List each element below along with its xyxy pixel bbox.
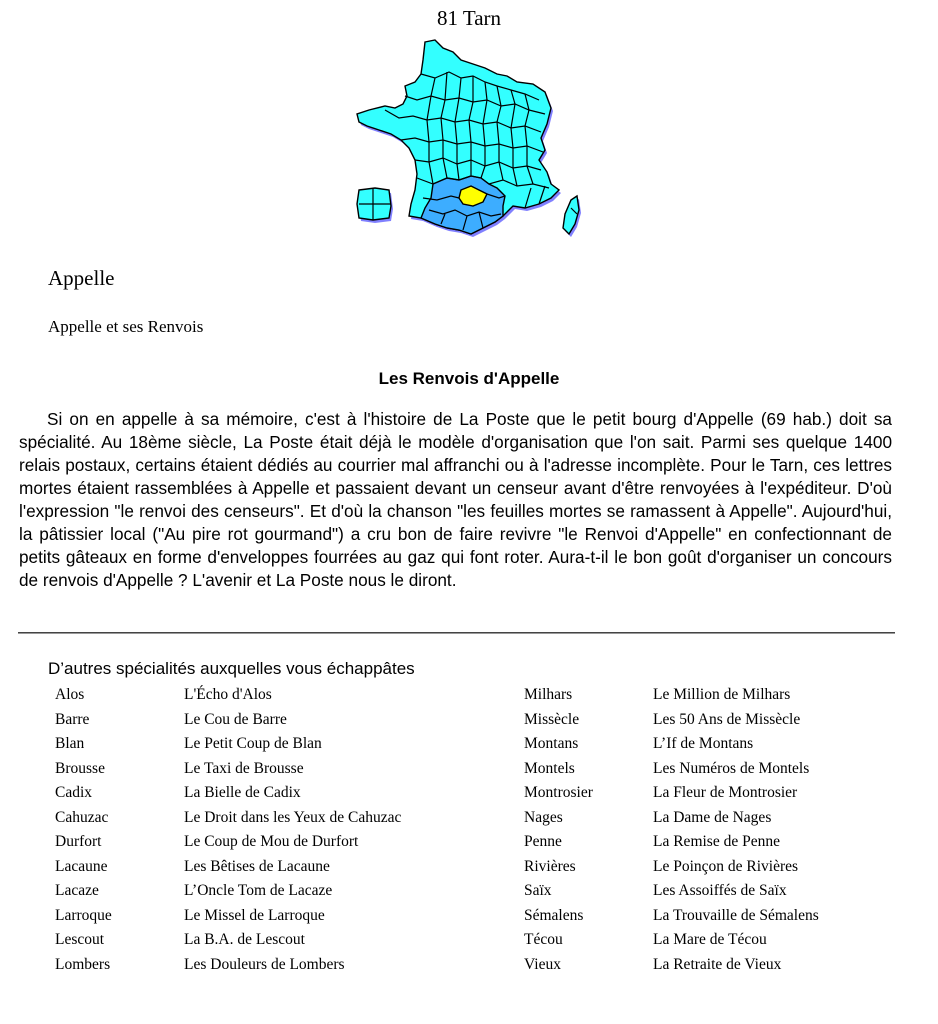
town-name: Larroque xyxy=(55,906,112,924)
specialty-name: La Bielle de Cadix xyxy=(184,784,301,801)
town-name: Montrosier xyxy=(524,784,593,801)
town-name: Técou xyxy=(524,931,563,948)
town-name: Sémalens xyxy=(524,906,584,924)
article-title: Les Renvois d'Appelle xyxy=(378,369,560,388)
specialty-name: La B.A. de Lescout xyxy=(184,931,305,948)
town-name: Barre xyxy=(55,710,90,728)
town-name: Rivières xyxy=(524,857,576,875)
town-name: Brousse xyxy=(55,759,105,777)
specialty-name: La Dame de Nages xyxy=(653,808,772,826)
specialty-name: Les 50 Ans de Missècle xyxy=(653,710,801,728)
other-specialties-title: D’autres spécialités auxquelles vous échappâtes xyxy=(48,659,415,678)
specialty-name: La Mare de Técou xyxy=(653,931,767,948)
specialty-name: La Remise de Penne xyxy=(653,833,780,850)
specialty-name: Les Bêtises de Lacaune xyxy=(184,857,330,875)
corsica xyxy=(563,196,579,234)
specialty-name: L’Oncle Tom de Lacaze xyxy=(184,882,333,899)
specialty-name: L'Écho d'Alos xyxy=(184,686,272,703)
specialty-name: L’If de Montans xyxy=(653,735,754,752)
specialty-name: Le Droit dans les Yeux de Cahuzac xyxy=(184,808,402,826)
department-title: 81 Tarn xyxy=(436,6,502,30)
town-name: Durfort xyxy=(55,833,102,850)
town-subtitle: Appelle et ses Renvois xyxy=(48,317,204,336)
specialty-name: Les Numéros de Montels xyxy=(653,759,810,777)
specialty-name: La Retraite de Vieux xyxy=(653,955,782,973)
town-name: Milhars xyxy=(524,686,573,703)
town-name: Missècle xyxy=(524,710,580,728)
specialty-name: La Fleur de Montrosier xyxy=(653,784,798,801)
town-name: Montels xyxy=(524,759,575,777)
town-name: Cadix xyxy=(55,784,93,801)
town-name: Cahuzac xyxy=(55,808,109,826)
specialty-name: Le Coup de Mou de Durfort xyxy=(184,833,359,850)
town-name: Nages xyxy=(524,808,563,826)
town-name: Lescout xyxy=(55,931,105,948)
france-map xyxy=(355,38,585,243)
town-title: Appelle xyxy=(48,266,115,290)
town-name: Lacaze xyxy=(55,882,99,899)
specialty-name: Le Million de Milhars xyxy=(653,686,791,703)
town-name: Vieux xyxy=(524,955,561,973)
town-name: Lacaune xyxy=(55,857,108,875)
specialty-name: Le Poinçon de Rivières xyxy=(653,857,799,875)
specialty-name: Le Petit Coup de Blan xyxy=(184,735,322,752)
town-name: Montans xyxy=(524,735,579,752)
specialty-name: Les Douleurs de Lombers xyxy=(184,955,345,973)
town-name: Lombers xyxy=(55,955,111,973)
article-body: Si on en appelle à sa mémoire, c'est à l'histoire de La Poste que le petit bourg d'Appelle (69 hab.) doit sa spécialité. Au 18ème siècle, La Poste était déjà le modèle d'organisation que l'on sait. Parmi ses quelque 1400 relais postaux, certains étaient dédiés au courrier mal affranchi ou à l'adresse incomplète. Pour le Tarn, ces lettres mortes étaient rassemblées à Appelle et passaient devant un censeur avant d'être renvoyées à l'expéditeur. D'où l'expression "le renvoi des censeurs". Et d'où la chanson "les feuilles mortes se ramassent à Appelle". Aujourd'hui, la pâtissier local ("Au pire rot gourmand") a cru bon de faire revivre "le Renvoi d'Appelle" en confectionnant de petits gâteaux en forme d'enveloppes fourrées au gaz qui font roter. Aura-t-il le bon goût d'organiser un concours de renvois d'Appelle ? L'avenir et La Poste nous le diront. xyxy=(19,409,892,590)
specialty-name: La Trouvaille de Sémalens xyxy=(653,906,819,924)
town-name: Saïx xyxy=(524,882,552,899)
specialty-name: Le Missel de Larroque xyxy=(184,906,325,924)
town-name: Blan xyxy=(55,735,85,752)
town-name: Penne xyxy=(524,833,562,850)
specialty-name: Le Cou de Barre xyxy=(184,710,287,728)
specialty-name: Le Taxi de Brousse xyxy=(184,759,304,777)
france-map-svg xyxy=(355,38,585,243)
specialty-name: Les Assoiffés de Saïx xyxy=(653,882,787,899)
town-name: Alos xyxy=(55,686,85,703)
horizontal-divider xyxy=(18,632,895,634)
